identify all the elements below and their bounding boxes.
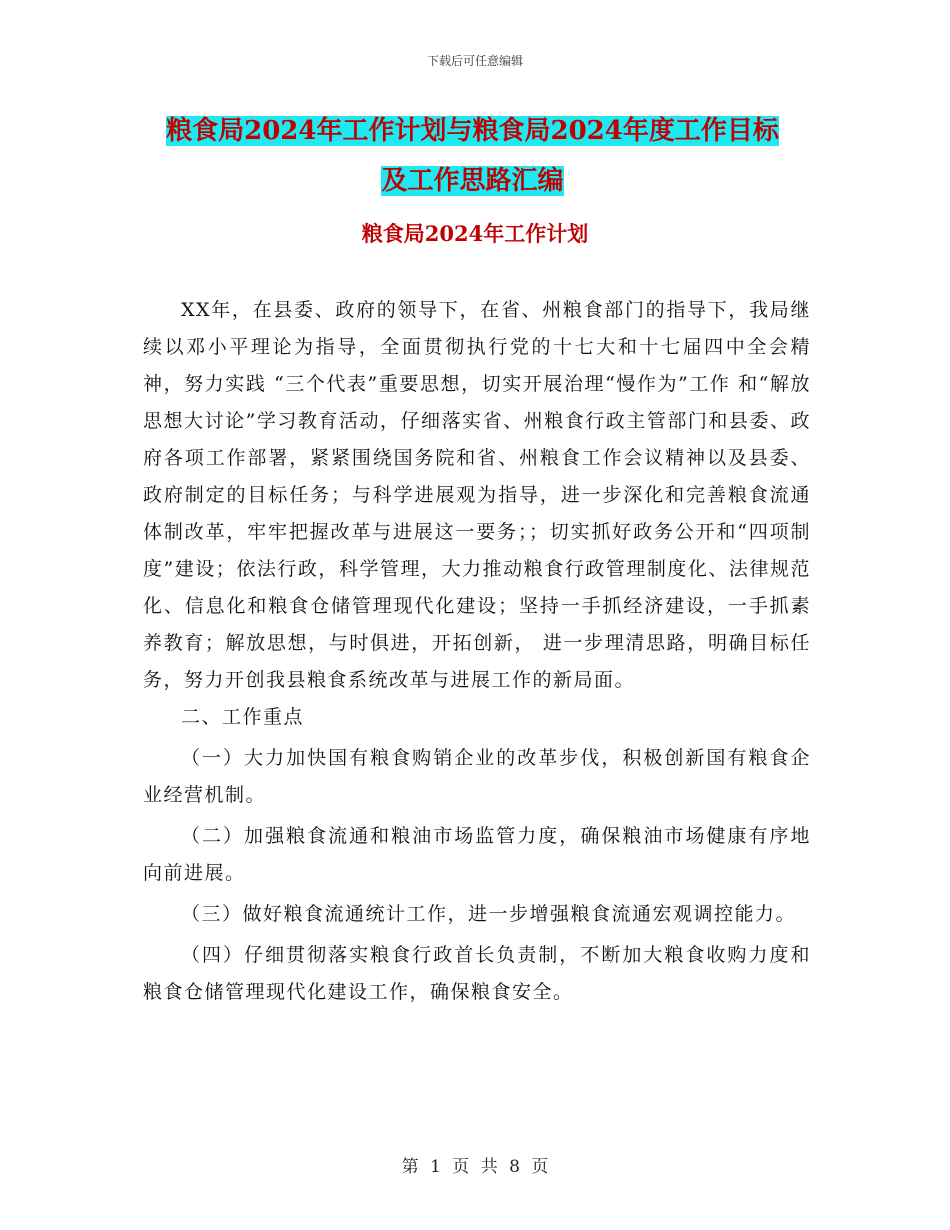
document-title-line2: 及工作思路汇编 <box>381 166 564 196</box>
page-number-footer: 第 1 页 共 8 页 <box>401 1157 549 1177</box>
list-item: （一）大力加快国有粮食购销企业的改革步伐，积极创新国有粮食企业经营机制。 <box>143 747 811 806</box>
section-title: 粮食局2024年工作计划 <box>361 221 589 246</box>
document-title-line1: 粮食局2024年工作计划与粮食局2024年度工作目标 <box>166 116 779 146</box>
section-heading: 二、工作重点 <box>181 706 305 728</box>
list-item: （三）做好粮食流通统计工作，进一步增强粮食流通宏观调控能力。 <box>181 903 797 925</box>
document-body <box>143 292 811 1011</box>
document-title <box>140 106 805 206</box>
list-item: （四）仔细贯彻落实粮食行政首长负责制，不断加大粮食收购力度和粮食仓储管理现代化建设工作，确保粮食安全。 <box>143 944 811 1003</box>
list-item: （二）加强粮食流通和粮油市场监管力度，确保粮油市场健康有序地向前进展。 <box>143 825 811 884</box>
header-note: 下载后可任意编辑 <box>426 54 523 68</box>
intro-paragraph: XX年，在县委、政府的领导下，在省、州粮食部门的指导下，我局继续以邓小平理论为指导，全面贯彻执行党的十七大和十七届四中全会精神，努力实践 “三个代表”重要思想，切实开展治理“慢作为”工作 和“解放思想大讨论”学习教育活动，仔细落实省、州粮食行政主管部门和县委、政府各项工作部署，紧紧围绕国务院和省、州粮食工作会议精神以及县委、政府制定的目标任务；与科学进展观为指导，进一步深化和完善粮食流通体制改革，牢牢把握改革与进展这一要务；；切实抓好政务公开和“四项制度”建设；依法行政，科学管理，大力推动粮食行政管理制度化、法律规范化、信息化和粮食仓储管理现代化建设；坚持一手抓经济建设，一手抓素养教育；解放思想，与时俱进，开拓创新， 进一步理清思路，明确目标任务，努力开创我县粮食系统改革与进展工作的新局面。 <box>143 299 811 691</box>
